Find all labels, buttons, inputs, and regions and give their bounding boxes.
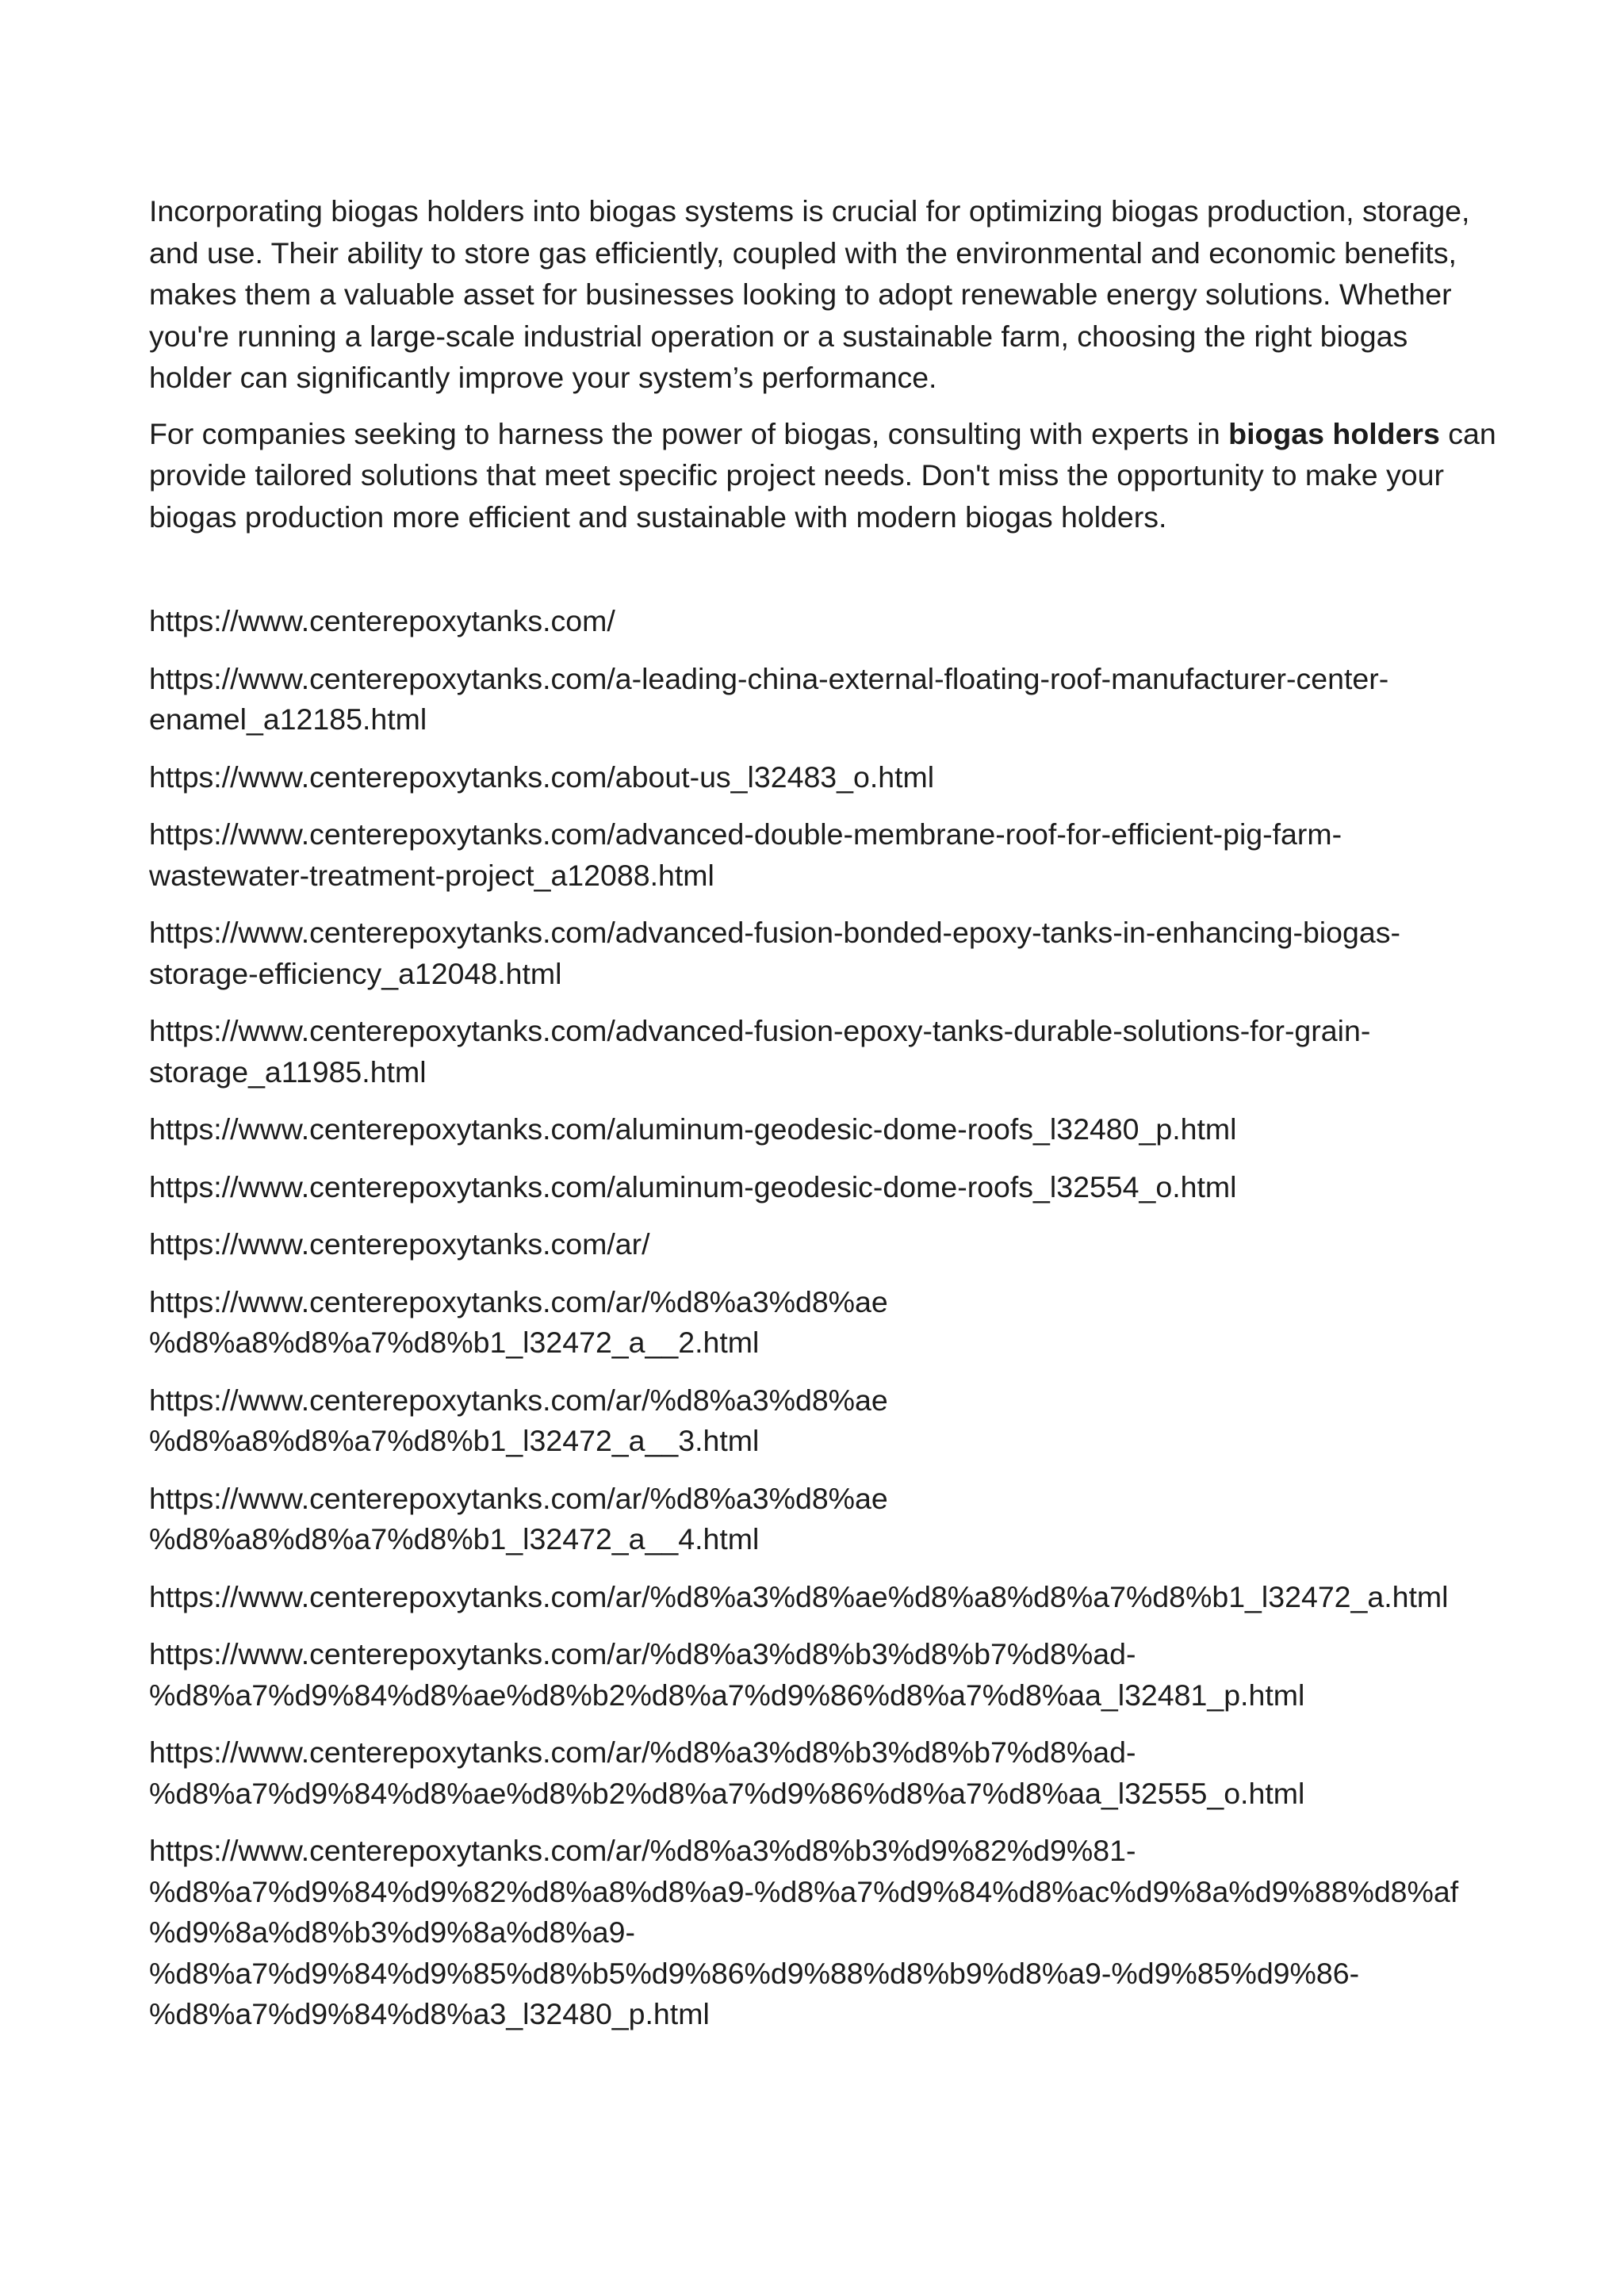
document-page — [149, 190, 1497, 2052]
url-item[interactable]: https://www.centerepoxytanks.com/advanced-fusion-epoxy-tanks-durable-solutions-for-grain- storage_a11985.html — [149, 1014, 1371, 1089]
url-item[interactable]: https://www.centerepoxytanks.com/ar/%d8%a3%d8%ae %d8%a8%d8%a7%d8%b1_l32472_a__4.html — [149, 1481, 888, 1556]
url-item[interactable]: https://www.centerepoxytanks.com/ar/%d8%a3%d8%ae %d8%a8%d8%a7%d8%b1_l32472_a__3.html — [149, 1383, 888, 1457]
url-item[interactable]: https://www.centerepoxytanks.com/ar/ — [149, 1227, 650, 1261]
url-list — [149, 601, 1497, 2035]
url-item[interactable]: https://www.centerepoxytanks.com/advanced-double-membrane-roof-for-efficient-pig-farm- wastewater-treatment-project_a12088.html — [149, 817, 1342, 892]
bold-keyword: biogas holders — [1228, 416, 1440, 450]
url-item[interactable]: https://www.centerepoxytanks.com/aluminum-geodesic-dome-roofs_l32554_o.html — [149, 1169, 1237, 1203]
url-item[interactable]: https://www.centerepoxytanks.com/about-us_l32483_o.html — [149, 760, 935, 794]
paragraph-2-text-end: can provide tailored solutions that meet specific project needs. Don't miss the opportunity to make your biogas production more efficient and sustainable with modern biogas holders. — [149, 416, 1496, 534]
url-item[interactable]: https://www.centerepoxytanks.com/ — [149, 604, 615, 637]
body-paragraph-1 — [149, 190, 1497, 399]
paragraph-1-text: Incorporating biogas holders into biogas systems is crucial for optimizing biogas production, storage, and use. Their ability to store gas efficiently, coupled with the environmental and economic benefits, makes them a valuable asset for businesses looking to adopt renewable energy solutions. Whether you're running a large-scale industrial operation or a sustainable farm, choosing the right biogas holder can significantly improve your system’s performance. — [149, 194, 1470, 394]
url-item[interactable]: https://www.centerepoxytanks.com/ar/%d8%a3%d8%b3%d9%82%d9%81- %d8%a7%d9%84%d9%82%d8%a8%d8%a9-%d8%a7%d9%84%d8%ac%d9%8a%d9%88%d8%af %d9%8a%d8%b3%d9%8a%d8%a9- %d8%a7%d9%84%d9%85%d8%b5%d9%86%d9%88%d8%b9%d8%a9-%d9%85%d9%86- %d8%a7%d9%84%d8%a3_l32480_p.html — [149, 1834, 1459, 2030]
url-item[interactable]: https://www.centerepoxytanks.com/ar/%d8%a3%d8%b3%d8%b7%d8%ad- %d8%a7%d9%84%d8%ae%d8%b2%d8%a7%d9%86%d8%a7%d8%aa_l32481_p.html — [149, 1637, 1305, 1712]
url-item[interactable]: https://www.centerepoxytanks.com/aluminum-geodesic-dome-roofs_l32480_p.html — [149, 1112, 1237, 1146]
url-item[interactable]: https://www.centerepoxytanks.com/advanced-fusion-bonded-epoxy-tanks-in-enhancing-biogas- storage-efficiency_a12048.html — [149, 916, 1400, 990]
url-item[interactable]: https://www.centerepoxytanks.com/ar/%d8%a3%d8%ae%d8%a8%d8%a7%d8%b1_l32472_a.html — [149, 1579, 1449, 1613]
body-paragraph-2 — [149, 413, 1497, 538]
url-item[interactable]: https://www.centerepoxytanks.com/ar/%d8%a3%d8%ae %d8%a8%d8%a7%d8%b1_l32472_a__2.html — [149, 1284, 888, 1359]
paragraph-2-text-start: For companies seeking to harness the power of biogas, consulting with experts in — [149, 416, 1229, 450]
url-item[interactable]: https://www.centerepoxytanks.com/ar/%d8%a3%d8%b3%d8%b7%d8%ad- %d8%a7%d9%84%d8%ae%d8%b2%d8%a7%d9%86%d8%a7%d8%aa_l32555_o.html — [149, 1735, 1305, 1810]
url-item[interactable]: https://www.centerepoxytanks.com/a-leading-china-external-floating-roof-manufacturer-center- enamel_a12185.html — [149, 661, 1389, 736]
